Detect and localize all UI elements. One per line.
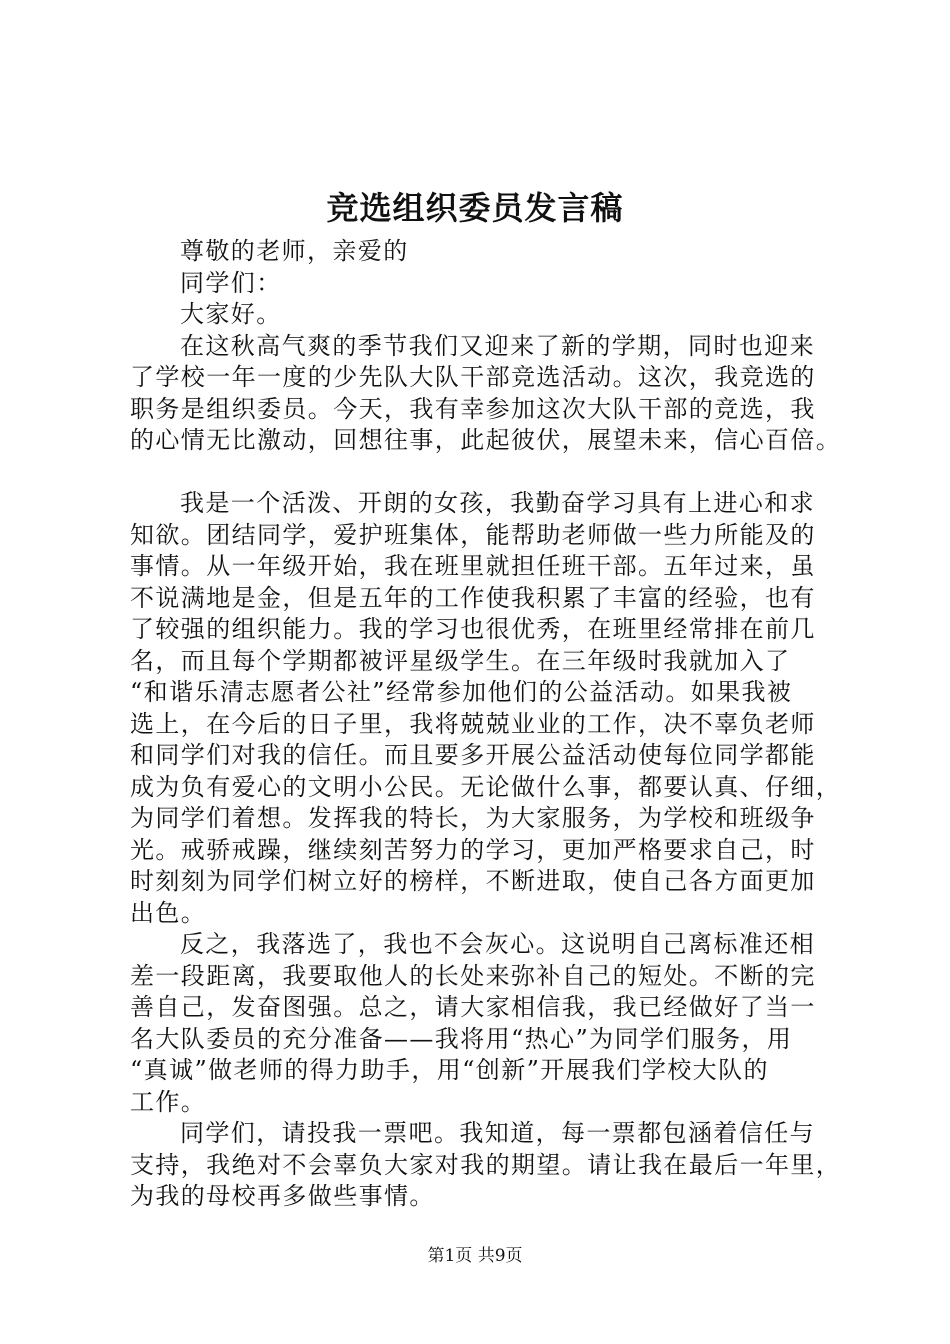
text-line: 为同学们着想。发挥我的特长，为大家服务，为学校和班级争 — [130, 804, 816, 832]
text-line: 和同学们对我的信任。而且要多开展公益活动使每位同学都能 — [130, 741, 816, 769]
text-line: 同学们，请投我一票吧。我知道，每一票都包涵着信任与 — [180, 1119, 815, 1147]
text-line: 出色。 — [130, 898, 207, 927]
text-line: 事情。从一年级开始，我在班里就担任班干部。五年过来，虽 — [130, 552, 816, 580]
text-line: 大家好。 — [180, 300, 282, 328]
paragraph-gap — [130, 457, 846, 489]
text-line: 的心情无比激动，回想往事，此起彼伏，展望未来，信心百倍。 — [130, 426, 842, 454]
text-line: 差一段距离，我要取他人的长处来弥补自己的短处。不断的完 — [130, 961, 816, 990]
text-line: 反之，我落选了，我也不会灰心。这说明自己离标准还相 — [180, 930, 815, 958]
text-line: 了较强的组织能力。我的学习也很优秀，在班里经常排在前几 — [130, 615, 816, 643]
text-line: 名大队委员的充分准备——我将用“热心”为同学们服务，用 — [130, 1024, 793, 1053]
text-line: 时刻刻为同学们树立好的榜样，不断进取，使自己各方面更加 — [130, 867, 816, 895]
text-line: 名，而且每个学期都被评星级学生。在三年级时我就加入了 — [130, 646, 791, 675]
text-line: 我是一个活泼、开朗的女孩，我勤奋学习具有上进心和求 — [180, 489, 815, 517]
text-line: “真诚”做老师的得力助手，用“创新”开展我们学校大队的 — [130, 1056, 769, 1084]
text-line: 工作。 — [130, 1087, 207, 1116]
text-line: 尊敬的老师，亲爱的 — [180, 237, 409, 265]
text-line: 光。戒骄戒躁，继续刻苦努力的学习，更加严格要求自己，时 — [130, 835, 816, 864]
text-line: 选上，在今后的日子里，我将兢兢业业的工作，决不辜负老师 — [130, 709, 816, 738]
text-line: 为我的母校再多做些事情。 — [130, 1182, 435, 1210]
text-line: 善自己，发奋图强。总之，请大家相信我，我已经做好了当一 — [130, 993, 816, 1021]
text-line: 不说满地是金，但是五年的工作使我积累了丰富的经验，也有 — [130, 583, 816, 612]
text-line: 知欲。团结同学，爱护班集体，能帮助老师做一些力所能及的 — [130, 520, 816, 549]
text-line: “和谐乐清志愿者公社”经常参加他们的公益活动。如果我被 — [130, 678, 793, 706]
text-line: 同学们： — [180, 268, 282, 297]
page-footer: 第1页 共9页 — [427, 1246, 523, 1266]
text-line: 了学校一年一度的少先队大队干部竞选活动。这次，我竞选的 — [130, 363, 816, 391]
text-line: 职务是组织委员。今天，我有幸参加这次大队干部的竞选，我 — [130, 394, 816, 423]
text-line: 成为负有爱心的文明小公民。无论做什么事，都要认真、仔细， — [130, 772, 842, 801]
document-body — [130, 236, 846, 1213]
text-line: 在这秋高气爽的季节我们又迎来了新的学期，同时也迎来 — [180, 331, 815, 360]
document-title: 竞选组织委员发言稿 — [326, 189, 624, 227]
text-line: 支持，我绝对不会辜负大家对我的期望。请让我在最后一年里， — [130, 1150, 842, 1179]
